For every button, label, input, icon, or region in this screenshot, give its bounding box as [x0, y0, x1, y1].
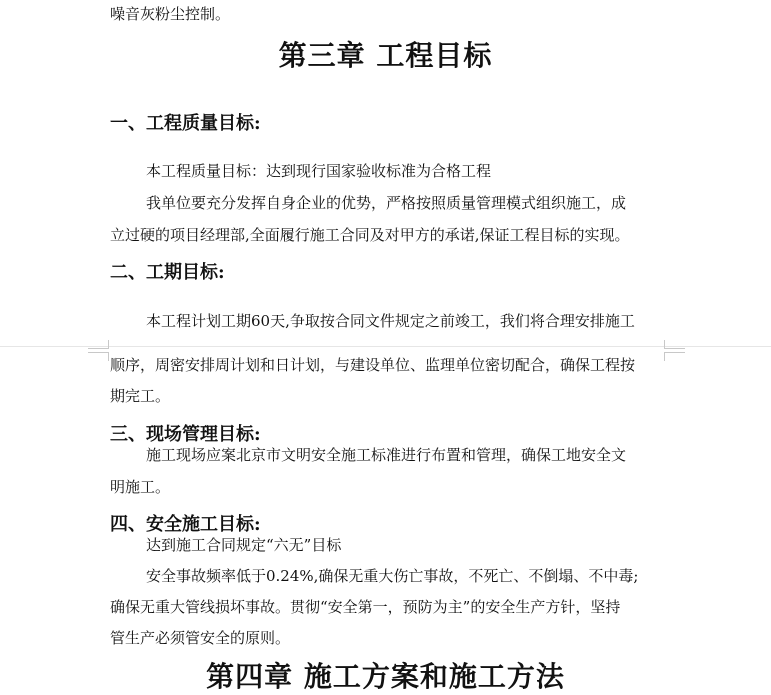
page-corner-mark: [664, 340, 685, 349]
page-corner-mark: [88, 352, 109, 361]
chapter-3-title: 第三章 工程目标: [278, 39, 493, 72]
page-corner-mark: [88, 340, 109, 349]
section-2-heading: 二、工期目标:: [110, 262, 225, 283]
chapter-4-title-partial: 第四章 施工方案和施工方法: [206, 660, 565, 693]
top-fragment-text: 噪音灰粉尘控制。: [110, 5, 231, 23]
section-2-line-2: 顺序，周密安排周计划和日计划，与建设单位、监理单位密切配合，确保工程按: [110, 356, 636, 374]
section-4-line-3: 确保无重大管线损坏事故。贯彻“安全第一，预防为主”的安全生产方针，坚持: [110, 598, 621, 616]
section-1-line-3: 立过硬的项目经理部,全面履行施工合同及对甲方的承诺,保证工程目标的实现。: [110, 226, 630, 244]
section-4-line-1: 达到施工合同规定“六无”目标: [146, 536, 342, 554]
section-2-line-3: 期完工。: [110, 387, 171, 405]
section-1-heading: 一、工程质量目标:: [110, 113, 261, 134]
section-3-heading: 三、现场管理目标:: [110, 424, 261, 445]
section-4-line-4: 管生产必须管安全的原则。: [110, 629, 291, 647]
section-4-heading: 四、安全施工目标:: [110, 514, 261, 535]
section-1-line-2: 我单位要充分发挥自身企业的优势，严格按照质量管理模式组织施工，成: [146, 194, 627, 212]
section-4-line-2: 安全事故频率低于0.24%,确保无重大伤亡事故，不死亡、不倒塌、不中毒;: [146, 567, 639, 585]
section-3-line-1: 施工现场应案北京市文明安全施工标准进行布置和管理，确保工地安全文: [146, 446, 627, 464]
section-2-line-1: 本工程计划工期60天,争取按合同文件规定之前竣工，我们将合理安排施工: [146, 312, 635, 330]
section-1-line-1: 本工程质量目标：达到现行国家验收标准为合格工程: [146, 162, 492, 180]
page-break: [0, 346, 771, 353]
section-3-line-2: 明施工。: [110, 478, 171, 496]
page-corner-mark: [664, 352, 685, 361]
